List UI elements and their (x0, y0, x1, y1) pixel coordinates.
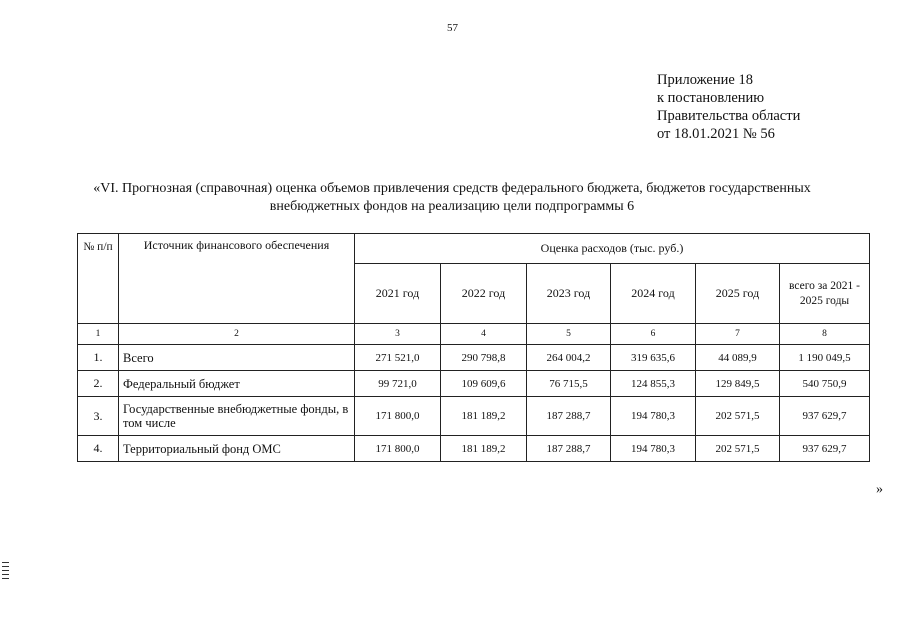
row-value: 109 609,6 (441, 371, 527, 397)
index-cell: 5 (527, 324, 611, 345)
index-cell: 8 (780, 324, 870, 345)
table-header-row (78, 234, 870, 264)
appendix-line: Приложение 18 (657, 72, 753, 88)
row-value: 76 715,5 (527, 371, 611, 397)
header-estimate: Оценка расходов (тыс. руб.) (355, 234, 870, 264)
index-cell: 6 (611, 324, 696, 345)
row-total: 937 629,7 (780, 436, 870, 462)
row-value: 271 521,0 (355, 345, 441, 371)
row-value: 194 780,3 (611, 436, 696, 462)
row-value: 202 571,5 (696, 436, 780, 462)
row-total: 937 629,7 (780, 397, 870, 436)
header-num: № п/п (78, 234, 119, 324)
row-value: 187 288,7 (527, 436, 611, 462)
index-cell: 2 (119, 324, 355, 345)
header-year: 2024 год (611, 264, 696, 324)
row-num: 4. (78, 436, 119, 462)
section-title (60, 180, 844, 216)
row-source: Территориальный фонд ОМС (119, 436, 355, 462)
appendix-line: от 18.01.2021 № 56 (657, 126, 775, 142)
index-cell: 1 (78, 324, 119, 345)
margin-mark (2, 562, 9, 582)
row-value: 124 855,3 (611, 371, 696, 397)
table-row (78, 345, 870, 371)
row-value: 171 800,0 (355, 436, 441, 462)
row-value: 44 089,9 (696, 345, 780, 371)
row-value: 171 800,0 (355, 397, 441, 436)
budget-table (77, 233, 870, 462)
row-value: 181 189,2 (441, 436, 527, 462)
header-year: 2021 год (355, 264, 441, 324)
index-cell: 7 (696, 324, 780, 345)
index-cell: 3 (355, 324, 441, 345)
row-source: Всего (119, 345, 355, 371)
row-value: 290 798,8 (441, 345, 527, 371)
row-value: 129 849,5 (696, 371, 780, 397)
appendix-reference (657, 71, 800, 143)
table-index-row (78, 324, 870, 345)
page-number: 57 (447, 22, 458, 34)
row-source: Государственные внебюджетные фонды, в том числе (119, 397, 355, 436)
header-year: 2025 год (696, 264, 780, 324)
row-value: 194 780,3 (611, 397, 696, 436)
header-year: 2022 год (441, 264, 527, 324)
section-title-line: внебюджетных фондов на реализацию цели подпрограммы 6 (269, 199, 635, 214)
table-row (78, 436, 870, 462)
section-title-line: «VI. Прогнозная (справочная) оценка объемов привлечения средств федерального бюджета, бюджетов государственных (93, 181, 811, 196)
row-value: 264 004,2 (527, 345, 611, 371)
table-row (78, 397, 870, 436)
header-total: всего за 2021 - 2025 годы (780, 264, 870, 324)
row-value: 181 189,2 (441, 397, 527, 436)
row-total: 540 750,9 (780, 371, 870, 397)
row-source: Федеральный бюджет (119, 371, 355, 397)
header-source: Источник финансового обеспечения (119, 234, 355, 324)
header-year: 2023 год (527, 264, 611, 324)
row-num: 2. (78, 371, 119, 397)
appendix-line: Правительства области (657, 108, 801, 124)
row-value: 202 571,5 (696, 397, 780, 436)
row-num: 1. (78, 345, 119, 371)
row-total: 1 190 049,5 (780, 345, 870, 371)
row-value: 187 288,7 (527, 397, 611, 436)
index-cell: 4 (441, 324, 527, 345)
table-row (78, 371, 870, 397)
row-value: 319 635,6 (611, 345, 696, 371)
appendix-line: к постановлению (657, 90, 765, 106)
closing-quote: » (876, 482, 883, 497)
row-value: 99 721,0 (355, 371, 441, 397)
row-num: 3. (78, 397, 119, 436)
